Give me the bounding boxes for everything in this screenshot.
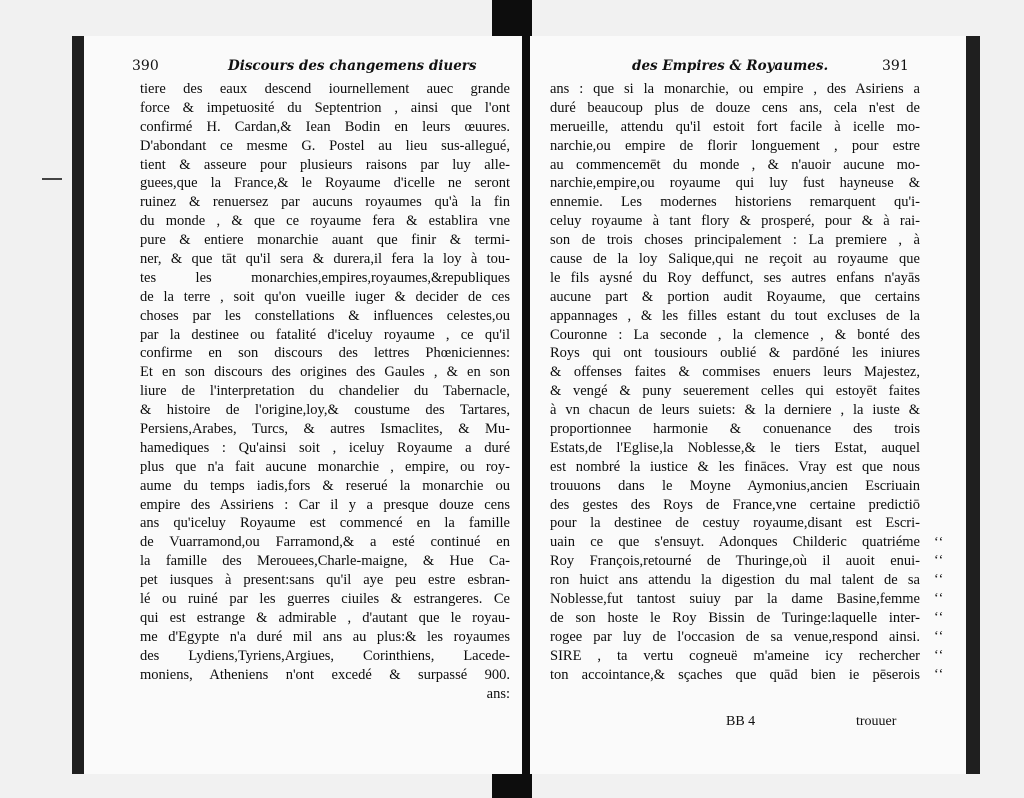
left-page <box>72 36 522 774</box>
text-line: le fils aysné du Roy deffunct, ses autres enfans n'ayās <box>550 269 920 286</box>
quote-mark: ʻʻ <box>934 553 944 569</box>
text-line: lé ou ruiné par les guerres ciuiles & estrangeres. Ce <box>140 591 510 608</box>
text-line: pet iusques à present:sans qu'il aye peu estre esbran- <box>140 572 510 589</box>
text-line: force & impetuosité du Septentrion , ainsi que l'ont <box>140 99 510 116</box>
text-line: guees,que la France,& le Royaume d'icelle ne seront <box>140 175 510 192</box>
text-line: ans : que si la monarchie, ou empire , des Asiriens a <box>550 81 920 97</box>
text-line: Estats,de l'Eglise,la Noblesse,& le tiers Estat, auquel <box>550 439 920 456</box>
right-page-number: 391 <box>882 58 909 74</box>
text-line: & vengé & puny seuerement celles qui estoyēt faites <box>550 383 920 400</box>
quote-mark: ʻʻ <box>934 572 944 588</box>
text-line: & histoire de l'origine,loy,& coustume des Tartares, <box>140 402 510 419</box>
text-line: pure & entiere monarchie auant que finir & termi- <box>140 232 510 249</box>
text-line: empire des Assiriens : Car il y a presque douze cens <box>140 496 510 513</box>
text-line: au commencemēt du monde , & n'auoir aucune mo- <box>550 156 920 173</box>
text-line: hamediques : Qu'ainsi soit , iceluy Royaume a duré <box>140 439 510 456</box>
text-line: tiere des eaux descend iournellement auec grande <box>140 81 510 97</box>
text-line: ton accointance,& sçaches que quād bien ie pēserois <box>550 666 920 683</box>
text-line: par la destinee ou fatalité d'iceluy royaume , ce qu'il <box>140 326 510 343</box>
text-line: de la terre , soit qu'on vueille iuger & decider de ces <box>140 288 510 305</box>
text-line: tes les monarchies,empires,royaumes,&republiques <box>140 269 510 286</box>
text-line: des Lydiens,Tyriens,Argiues, Corinthiens, Lacede- <box>140 647 510 664</box>
quote-mark: ʻʻ <box>934 629 944 645</box>
margin-mark <box>42 178 62 180</box>
text-line: est nombré la iustice & les fināces. Vray est que nous <box>550 458 920 475</box>
text-line: liure de l'interpretation du chandelier du Tabernacle, <box>140 383 510 400</box>
text-line: ans qu'iceluy Royaume est commencé en la famille <box>140 515 510 532</box>
text-line: merueille, attendu qu'il estoit fort facile à icelle mo- <box>550 118 920 135</box>
text-line: me d'Egypte n'a duré mil ans au plus:& les royaumes <box>140 628 510 645</box>
text-line: confirmé H. Cardan,& Iean Bodin en leurs œuures. <box>140 118 510 135</box>
text-line: des gestes des Roys de France,vne certaine predictiō <box>550 496 920 513</box>
text-line: proportionnee harmonie & conuenance des trois <box>550 421 920 438</box>
text-line: choses par les constellations & influences celestes,ou <box>140 307 510 324</box>
text-line: aume du temps iadis,fors & reserué la monarchie ou <box>140 477 510 494</box>
text-line: de Vuarramond,ou Farramond,& a esté continué en <box>140 534 510 551</box>
text-line: Et en son discours des origines des Gaules , & en son <box>140 364 510 381</box>
text-line: ennemie. Les modernes historiens remarquent qu'i- <box>550 194 920 211</box>
text-line: Couronne : La seconde , la clemence , & bonté des <box>550 326 920 343</box>
text-line: D'abondant ce mesme G. Postel au lieu sus-allegué, <box>140 137 510 154</box>
text-line: la famille des Merouees,Charle-maigne, & Hue Ca- <box>140 553 510 570</box>
text-line: qui est estrange & admirable , d'autant que le royau- <box>140 609 510 626</box>
quote-mark: ʻʻ <box>934 610 944 626</box>
quote-mark: ʻʻ <box>934 591 944 607</box>
text-line: narchie,ou empire de florir longuement , pour estre <box>550 137 920 154</box>
text-line: ruinez & renuersez par aucuns royaumes qu'à la fin <box>140 194 510 211</box>
signature-mark: BB 4 <box>726 714 756 729</box>
quote-mark: ʻʻ <box>934 534 944 550</box>
text-line: ner, & que tāt qu'il sera & durera,il fera la loy à tou- <box>140 251 510 268</box>
left-page-number: 390 <box>132 58 159 74</box>
right-running-head: des Empires & Royaumes. <box>632 58 829 74</box>
text-line: trouuons dans le Moyne Aymonius,ancien Escriuain <box>550 477 920 494</box>
text-line: tient & asseure pour plusieurs raisons par luy alle- <box>140 156 510 173</box>
text-line: & offenses faites & commises enuers leurs Majestez, <box>550 364 920 381</box>
quote-mark: ʻʻ <box>934 666 944 682</box>
text-line: cause de la loy Salique,qui ne reçoit au royaume que <box>550 251 920 268</box>
text-line: Roy François,retourné de Thuringe,où il auoit enui- <box>550 553 920 570</box>
right-body-text <box>550 80 944 685</box>
text-line: plus que n'a fait aucune monarchie , empire, ou roy- <box>140 458 510 475</box>
text-line: aucune part & portion audit Royaume, que certains <box>550 288 920 305</box>
text-line: à vn chacun de leurs suiets: & la derniere , la iuste & <box>550 402 920 419</box>
text-line: ron huict ans attendu la digestion du mal talent de sa <box>550 572 920 589</box>
right-page <box>530 36 980 774</box>
text-line: de son hoste le Roy Bissin de Turinge:laquelle inter- <box>550 609 920 626</box>
text-line: pour la destinee de cestuy royaume,disant est Escri- <box>550 515 920 532</box>
text-line: moniens, Atheniens n'ont excedé & surpassé 900. <box>140 666 510 683</box>
text-line: duré beaucoup plus de douze cens ans, cela n'est de <box>550 99 920 116</box>
text-line: rogee par luy de l'occasion de sa venue,respond ainsi. <box>550 628 920 645</box>
text-line: confirme en son discours des lettres Phœniciennes: <box>140 345 510 362</box>
text-line: appannages , & les filles estant du tout excluses de la <box>550 307 920 324</box>
quote-mark: ʻʻ <box>934 647 944 663</box>
text-line: ans: <box>486 685 510 702</box>
text-line: celuy royaume à tant flory & prosperé, pour & à rai- <box>550 213 920 230</box>
text-line: son de trois choses principalement : La premiere , à <box>550 232 920 249</box>
text-line: du monde , & que ce royaume fera & establira vne <box>140 213 510 230</box>
text-line: Persiens,Arabes, Turcs, & autres Ismaclites, & Mu- <box>140 421 510 438</box>
text-line: narchie,empire,ou royaume qui luy fust hayneuse & <box>550 175 920 192</box>
text-line: Noblesse,fut tantost suiuy par la dame Basine,femme <box>550 591 920 608</box>
quotation-marks-column <box>934 534 958 685</box>
left-body-text <box>140 80 510 703</box>
text-line: SIRE , ta vertu cogneuë m'ameine icy rechercher <box>550 647 920 664</box>
left-running-head: Discours des changemens diuers <box>228 58 477 74</box>
catchword: trouuer <box>856 714 897 729</box>
text-line: uain ce que s'ensuyt. Adonques Childeric quatriéme <box>550 534 920 551</box>
text-line: Roys qui ont tousiours oublié & pardōné les iniures <box>550 345 920 362</box>
